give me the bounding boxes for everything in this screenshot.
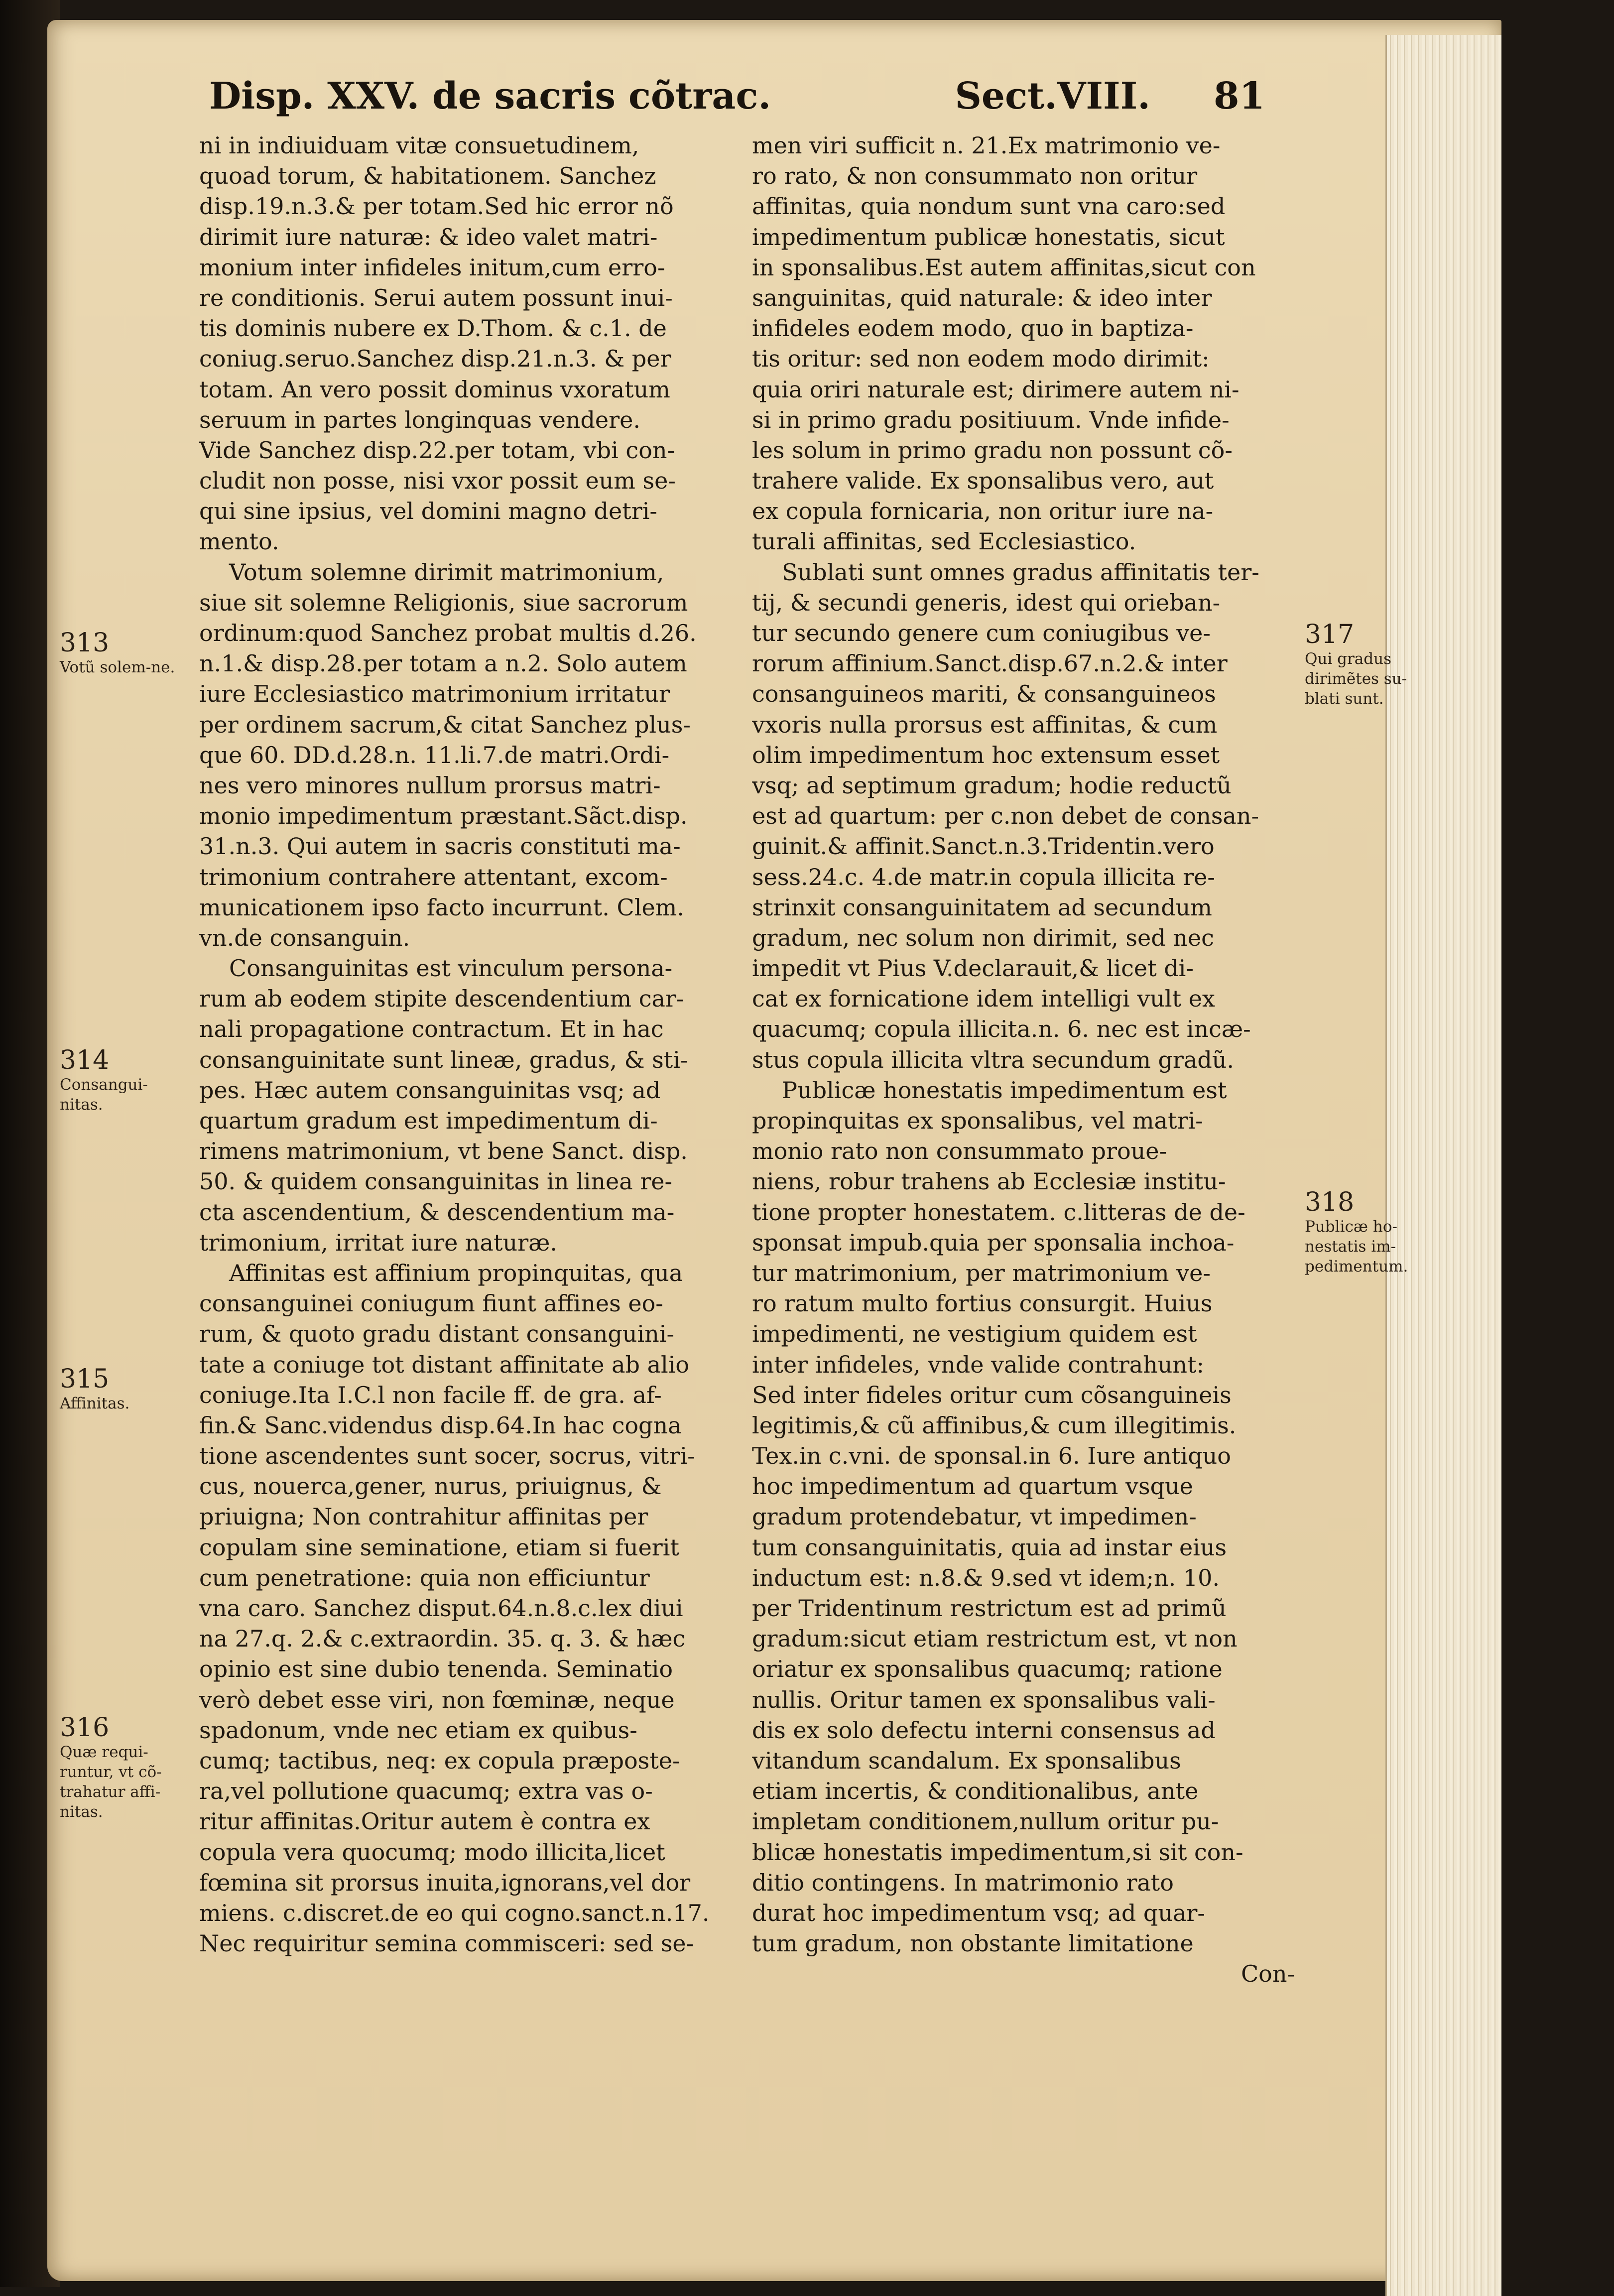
text-line: etiam incertis, & conditionalibus, ante: [752, 1778, 1199, 1805]
margin-note-text: Votũ solem-ne.: [60, 658, 175, 676]
text-line: niens, robur trahens ab Ecclesiæ institu-: [752, 1168, 1226, 1195]
text-line: blicæ honestatis impedimentum,si sit con-: [752, 1838, 1243, 1866]
text-line: nali propagatione contractum. Et in hac: [199, 1016, 664, 1043]
text-line: dis ex solo defectu interni consensus ad: [752, 1716, 1216, 1744]
margin-note-number: 314: [60, 1045, 110, 1075]
text-line: monio impedimentum præstant.Sãct.disp.: [199, 802, 688, 830]
text-line: vsq; ad septimum gradum; hodie reductũ: [752, 771, 1232, 799]
text-line: ex copula fornicaria, non oritur iure na-: [752, 498, 1214, 525]
text-line: copula vera quocumq; modo illicita,licet: [199, 1838, 665, 1866]
text-line: tis dominis nubere ex D.Thom. & c.1. de: [199, 315, 667, 342]
text-line: consanguinitate sunt lineæ, gradus, & sti-: [199, 1046, 688, 1073]
text-line: Tex.in c.vni. de sponsal.in 6. Iure antiquo: [752, 1442, 1231, 1470]
text-line: quia oriri naturale est; dirimere autem ni-: [752, 376, 1240, 403]
text-line: Sublati sunt omnes gradus affinitatis ter-: [782, 558, 1259, 586]
margin-note-number: 313: [60, 628, 110, 658]
text-line: Votum solemne dirimit matrimonium,: [229, 558, 664, 586]
text-line: cum penetratione: quia non efficiuntur: [199, 1564, 650, 1591]
text-line: tur secundo genere cum coniugibus ve-: [752, 620, 1211, 646]
margin-note-number: 317: [1305, 620, 1355, 649]
text-line: durat hoc impedimentum vsq; ad quar-: [752, 1899, 1205, 1926]
text-line: qui sine ipsius, vel domini magno detri-: [199, 498, 657, 525]
text-line: tione propter honestatem. c.litteras de de-: [752, 1198, 1245, 1226]
text-line: ro rato, & non consummato non oritur: [752, 162, 1198, 190]
text-line: impletam conditionem,nullum oritur pu-: [752, 1808, 1219, 1835]
text-line: dirimit iure naturæ: & ideo valet matri-: [199, 223, 658, 251]
text-line: monio rato non consummato proue-: [752, 1138, 1167, 1165]
margin-note-text: Qui gradus dirimẽtes su-blati sunt.: [1305, 650, 1407, 708]
text-line: per Tridentinum restrictum est ad primũ: [752, 1595, 1227, 1622]
text-line: les solum in primo gradu non possunt cõ-: [752, 436, 1233, 464]
text-line: Consanguinitas est vinculum persona-: [229, 955, 673, 982]
text-line: totam. An vero possit dominus vxoratum: [199, 376, 670, 403]
margin-note-text: Affinitas.: [60, 1395, 130, 1412]
margin-note-316: [60, 1713, 179, 1822]
text-line: sponsat impub.quia per sponsalia inchoa-: [752, 1229, 1235, 1256]
text-line: cludit non posse, nisi vxor possit eum se-: [199, 467, 676, 495]
text-line: nes vero minores nullum prorsus matri-: [199, 771, 661, 799]
text-line: verò debet esse viri, non fœminæ, neque: [199, 1686, 675, 1713]
text-line: infideles eodem modo, quo in baptiza-: [752, 315, 1194, 342]
margin-note-313: [60, 629, 179, 677]
text-line: impedit vt Pius V.declarauit,& licet di-: [752, 955, 1194, 982]
text-line: rorum affinium.Sanct.disp.67.n.2.& inter: [752, 650, 1228, 677]
text-line: priuigna; Non contrahitur affinitas per: [199, 1503, 648, 1531]
text-line: oriatur ex sponsalibus quacumq; ratione: [752, 1656, 1223, 1683]
text-line: stus copula illicita vltra secundum gradũ.: [752, 1046, 1235, 1073]
text-line: fœmina sit prorsus inuita,ignorans,vel dor: [199, 1869, 691, 1896]
text-line: Affinitas est affinium propinquitas, qua: [229, 1259, 683, 1286]
text-line: na 27.q. 2.& c.extraordin. 35. q. 3. & hæc: [199, 1625, 686, 1653]
text-line: strinxit consanguinitatem ad secundum: [752, 893, 1212, 921]
text-line: Publicæ honestatis impedimentum est: [782, 1076, 1227, 1104]
text-line: 50. & quidem consanguinitas in linea re-: [199, 1168, 673, 1195]
text-line: ni in indiuiduam vitæ consuetudinem,: [199, 132, 639, 159]
text-line: trimonium, irritat iure naturæ.: [199, 1229, 557, 1256]
margin-note-318: [1305, 1188, 1439, 1276]
text-line: guinit.& affinit.Sanct.n.3.Tridentin.vero: [752, 833, 1215, 860]
text-line: que 60. DD.d.28.n. 11.li.7.de matri.Ordi-: [199, 741, 670, 768]
text-line: tum gradum, non obstante limitatione: [752, 1930, 1194, 1957]
text-line: fin.& Sanc.videndus disp.64.In hac cogna: [199, 1411, 682, 1439]
text-line: quacumq; copula illicita.n. 6. nec est incæ-: [752, 1016, 1251, 1043]
text-line: disp.19.n.3.& per totam.Sed hic error nõ: [199, 193, 674, 220]
text-line: vn.de consanguin.: [199, 924, 410, 951]
text-line: consanguineos mariti, & consanguineos: [752, 680, 1216, 708]
text-line: vitandum scandalum. Ex sponsalibus: [752, 1747, 1181, 1774]
text-line: spadonum, vnde nec etiam ex quibus-: [199, 1716, 637, 1744]
text-line: rum, & quoto gradu distant consanguini-: [199, 1320, 674, 1348]
text-line: per ordinem sacrum,& citat Sanchez plus-: [199, 711, 691, 738]
text-line: coniug.seruo.Sanchez disp.21.n.3. & per: [199, 345, 671, 373]
text-line: sess.24.c. 4.de matr.in copula illicita re-: [752, 863, 1215, 891]
text-line: nullis. Oritur tamen ex sponsalibus vali-: [752, 1686, 1216, 1713]
text-line: olim impedimentum hoc extensum esset: [752, 741, 1220, 768]
text-line: vxoris nulla prorsus est affinitas, & cum: [752, 711, 1218, 738]
page-edges: [1385, 35, 1501, 2296]
margin-note-317: [1305, 620, 1439, 709]
text-line: propinquitas ex sponsalibus, vel matri-: [752, 1107, 1203, 1134]
header-title: Disp. XXV. de sacris cõtrac.: [209, 75, 771, 118]
text-line: inductum est: n.8.& 9.sed vt idem;n. 10.: [752, 1564, 1220, 1591]
text-column-right: [752, 130, 1305, 1989]
text-line: trimonium contrahere attentant, excom-: [199, 863, 668, 891]
header-section: Sect.VIII.: [955, 75, 1150, 118]
text-line: hoc impedimentum ad quartum vsque: [752, 1473, 1193, 1500]
text-line: re conditionis. Serui autem possunt inui-: [199, 284, 673, 311]
text-line: rum ab eodem stipite descendentium car-: [199, 985, 684, 1013]
text-line: trahere valide. Ex sponsalibus vero, aut: [752, 467, 1214, 495]
text-line: miens. c.discret.de eo qui cogno.sanct.n.17.: [199, 1899, 710, 1926]
text-line: mento.: [199, 528, 279, 555]
text-line: 31.n.3. Qui autem in sacris constituti ma-: [199, 833, 681, 860]
margin-note-number: 316: [60, 1713, 110, 1743]
margin-note-text: Publicæ ho-nestatis im-pedimentum.: [1305, 1218, 1408, 1276]
margin-note-text: Quæ requi-runtur, vt cõ-trahatur affi-nitas.: [60, 1743, 162, 1821]
text-line: pes. Hæc autem consanguinitas vsq; ad: [199, 1076, 661, 1104]
text-line: cumq; tactibus, neq: ex copula præposte-: [199, 1747, 680, 1774]
text-line: siue sit solemne Religionis, siue sacrorum: [199, 589, 688, 616]
text-line: men viri sufficit n. 21.Ex matrimonio ve-: [752, 132, 1221, 159]
text-line: tij, & secundi generis, idest qui orieban-: [752, 589, 1221, 616]
text-line: tione ascendentes sunt socer, socrus, vitri-: [199, 1442, 695, 1470]
text-line: coniuge.Ita I.C.l non facile ff. de gra. af-: [199, 1381, 662, 1408]
text-line: legitimis,& cũ affinibus,& cum illegitimis.: [752, 1411, 1237, 1439]
text-line: Vide Sanchez disp.22.per totam, vbi con-: [199, 436, 675, 464]
text-line: copulam sine seminatione, etiam si fuerit: [199, 1533, 679, 1561]
text-line: ra,vel pollutione quacumq; extra vas o-: [199, 1778, 653, 1805]
text-line: rimens matrimonium, vt bene Sanct. disp.: [199, 1138, 688, 1165]
text-line: Nec requiritur semina commisceri: sed se-: [199, 1930, 694, 1957]
text-line: tum consanguinitatis, quia ad instar eius: [752, 1533, 1227, 1561]
margin-note-315: [60, 1365, 179, 1413]
text-line: impedimenti, ne vestigium quidem est: [752, 1320, 1197, 1348]
text-column-left: [199, 130, 752, 1959]
text-line: Sed inter fideles oritur cum cõsanguineis: [752, 1381, 1232, 1408]
text-line: vna caro. Sanchez disput.64.n.8.c.lex diui: [199, 1595, 683, 1622]
text-line: cat ex fornicatione idem intelligi vult ex: [752, 985, 1215, 1013]
text-line: n.1.& disp.28.per totam a n.2. Solo autem: [199, 650, 687, 677]
text-line: gradum:sicut etiam restrictum est, vt non: [752, 1625, 1238, 1653]
text-line: tur matrimonium, per matrimonium ve-: [752, 1259, 1211, 1286]
text-line: municationem ipso facto incurrunt. Clem.: [199, 893, 684, 921]
text-line: gradum, nec solum non dirimit, sed nec: [752, 924, 1214, 951]
text-line: cta ascendentium, & descendentium ma-: [199, 1198, 675, 1226]
text-line: est ad quartum: per c.non debet de consan-: [752, 802, 1259, 830]
text-line: affinitas, quia nondum sunt vna caro:sed: [752, 193, 1226, 220]
margin-note-number: 318: [1305, 1187, 1355, 1217]
text-line: iure Ecclesiastico matrimonium irritatur: [199, 680, 670, 708]
text-line: tis oritur: sed non eodem modo dirimit:: [752, 345, 1210, 373]
text-line: turali affinitas, sed Ecclesiastico.: [752, 528, 1136, 555]
text-line: ordinum:quod Sanchez probat multis d.26.: [199, 620, 697, 646]
margin-note-number: 315: [60, 1364, 110, 1394]
text-line: cus, nouerca,gener, nurus, priuignus, &: [199, 1473, 662, 1500]
running-header: [209, 75, 1265, 129]
margin-note-text: Consangui-nitas.: [60, 1076, 148, 1114]
margin-note-314: [60, 1046, 179, 1115]
text-line: opinio est sine dubio tenenda. Seminatio: [199, 1656, 673, 1683]
text-line: ditio contingens. In matrimonio rato: [752, 1869, 1174, 1896]
text-line: monium inter infideles initum,cum erro-: [199, 254, 665, 281]
text-line: gradum protendebatur, vt impedimen-: [752, 1503, 1197, 1531]
page-number: 81: [1214, 75, 1265, 118]
catchword: Con-: [1241, 1960, 1295, 1988]
text-line: in sponsalibus.Est autem affinitas,sicut con: [752, 254, 1256, 281]
text-line: quoad torum, & habitationem. Sanchez: [199, 162, 656, 190]
text-line: tate a coniuge tot distant affinitate ab alio: [199, 1351, 690, 1378]
text-line: seruum in partes longinquas vendere.: [199, 406, 640, 433]
text-line: ro ratum multo fortius consurgit. Huius: [752, 1290, 1213, 1317]
text-line: ritur affinitas.Oritur autem è contra ex: [199, 1808, 650, 1835]
text-line: quartum gradum est impedimentum di-: [199, 1107, 658, 1134]
text-line: consanguinei coniugum fiunt affines eo-: [199, 1290, 663, 1317]
text-line: sanguinitas, quid naturale: & ideo inter: [752, 284, 1212, 311]
text-line: si in primo gradu positiuum. Vnde infide-: [752, 406, 1230, 433]
text-line: inter infideles, vnde valide contrahunt:: [752, 1351, 1205, 1378]
text-line: impedimentum publicæ honestatis, sicut: [752, 223, 1225, 251]
